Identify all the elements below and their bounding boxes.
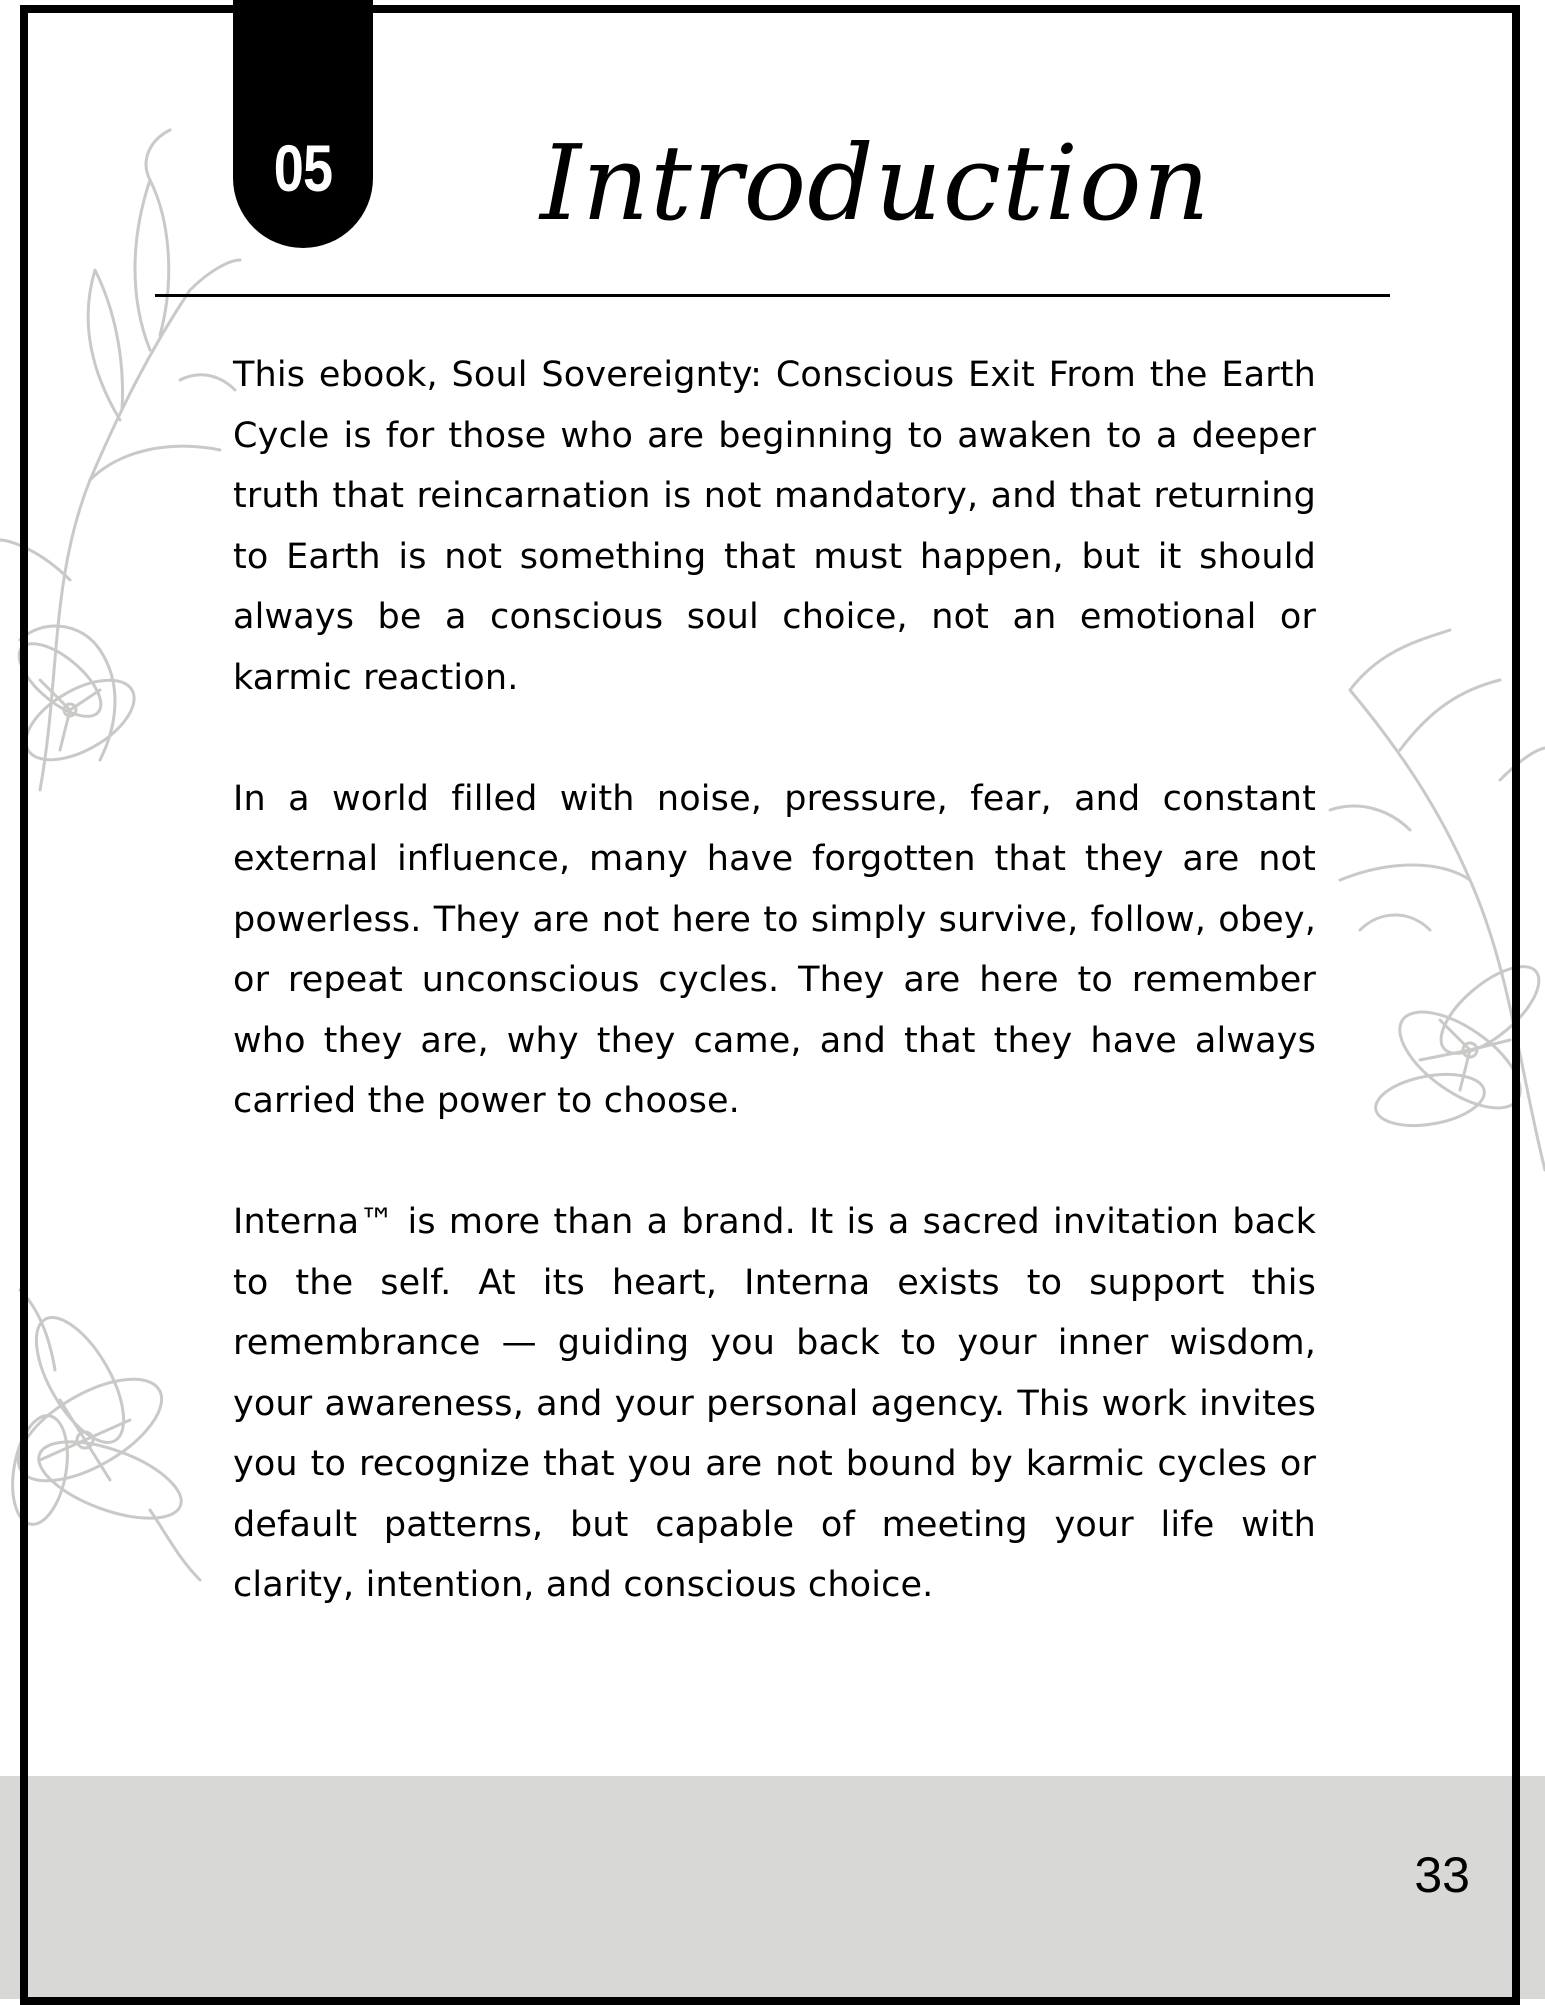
title-divider — [155, 294, 1390, 297]
chapter-tab — [233, 0, 373, 248]
page-number: 33 — [1414, 1847, 1470, 1903]
chapter-number: 05 — [273, 131, 333, 205]
paragraph-2: In a world filled with noise, pressure, fear, and constant external influence, many have forgotten that they are not powerless. They are not here to simply survive, follow, obey, or repeat unconscious cycles. They are here to remember who they are, why they came, and that they have always carried the power to choose. — [233, 778, 1316, 1121]
paragraph-1: This ebook, Soul Sovereignty: Conscious Exit From the Earth Cycle is for those who are beginning to awaken to a deeper truth that reincarnation is not mandatory, and that returning to Earth is not something that must happen, but it should always be a conscious soul choice, not an emotional or karmic reaction. — [233, 355, 1316, 698]
page-title: Introduction — [540, 122, 1211, 244]
body-text — [233, 345, 1316, 1676]
paragraph-3: Interna™ is more than a brand. It is a sacred invitation back to the self. At its heart, Interna exists to support this remembrance — guiding you back to your inner wisdom, your awareness, and your personal agency. This work invites you to recognize that you are not bound by karmic cycles or default patterns, but capable of meeting your life with clarity, intention, and conscious choice. — [233, 1202, 1316, 1605]
